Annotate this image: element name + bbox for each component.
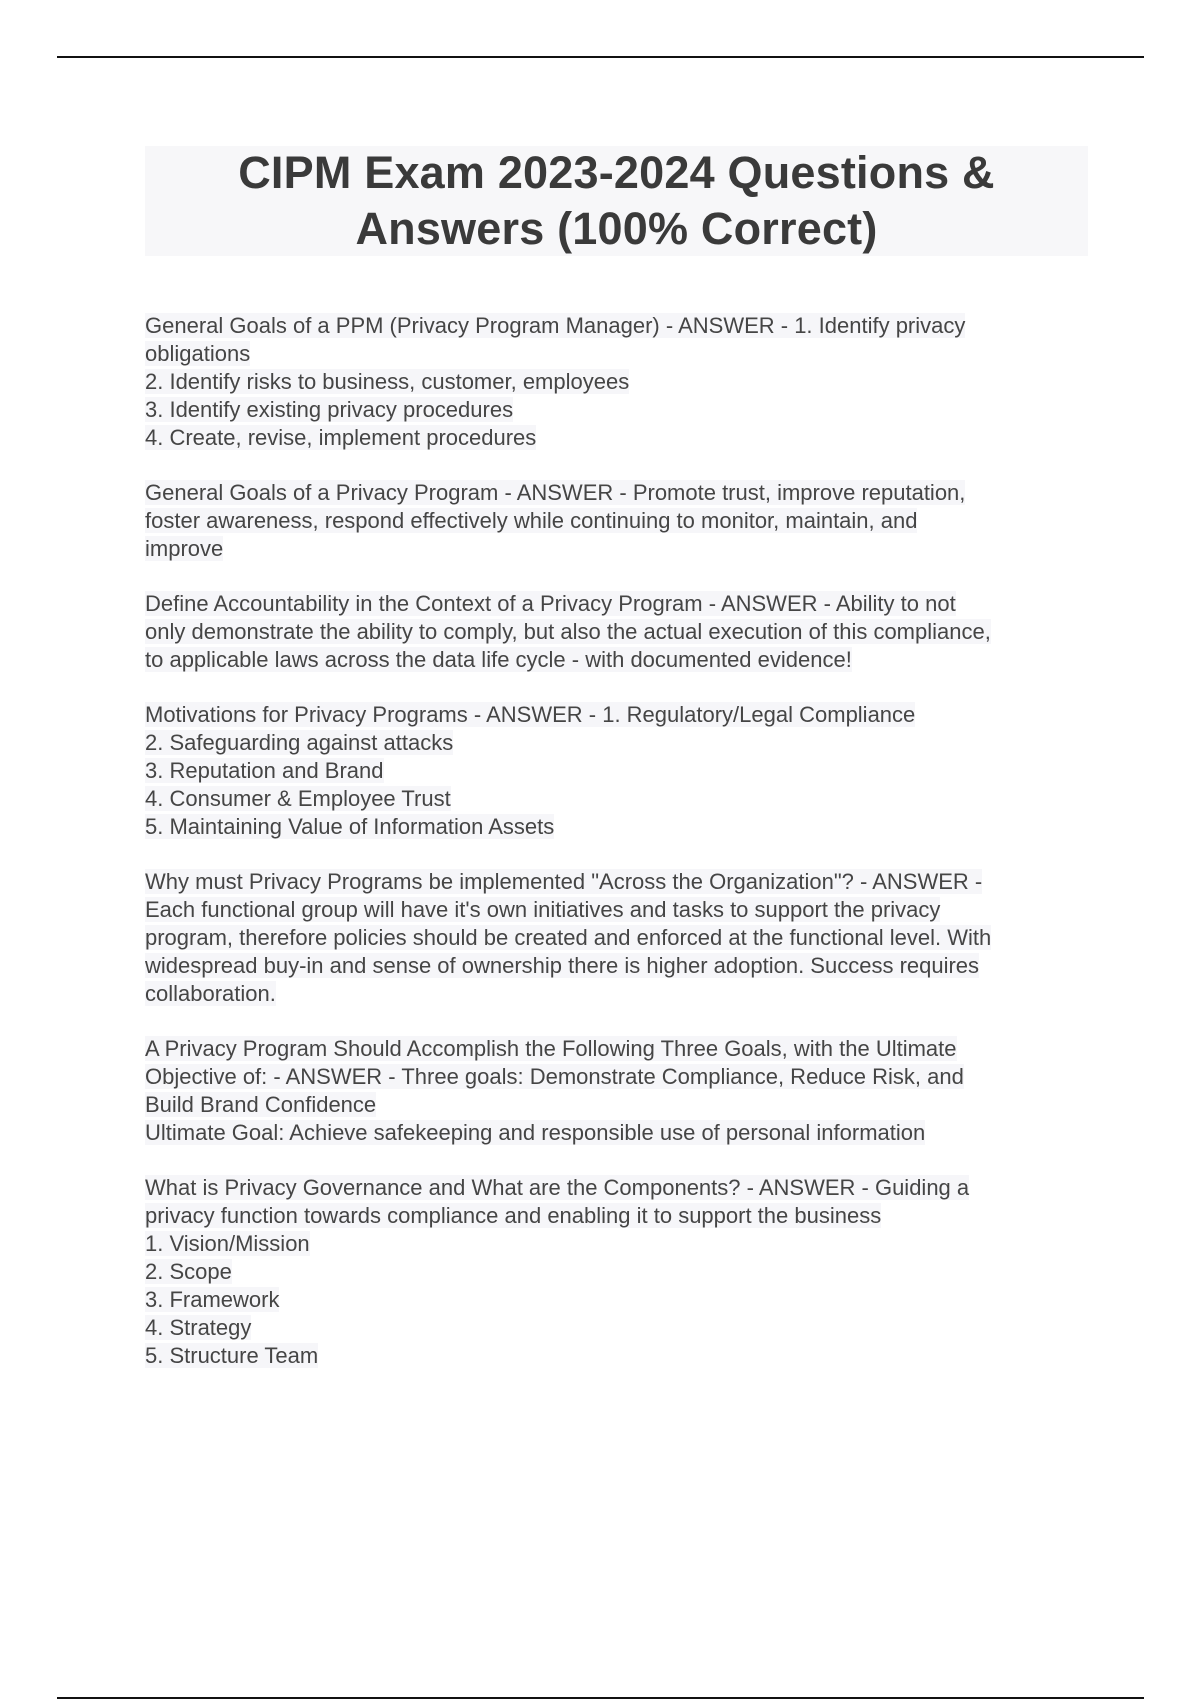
qa-line: 4. Strategy (145, 1315, 252, 1340)
qa-line: Each functional group will have it's own initiatives and tasks to support the privacy (145, 897, 941, 922)
qa-line: 5. Structure Team (145, 1343, 319, 1368)
qa-line: Build Brand Confidence (145, 1092, 377, 1117)
title-box (145, 146, 1088, 256)
top-rule (57, 56, 1144, 58)
qa-item (145, 1174, 1090, 1370)
qa-line: obligations (145, 341, 251, 366)
qa-line: General Goals of a PPM (Privacy Program Manager) - ANSWER - 1. Identify privacy (145, 313, 966, 338)
qa-line: 3. Identify existing privacy procedures (145, 397, 514, 422)
qa-item (145, 312, 1090, 452)
qa-list (145, 312, 1090, 1397)
qa-item (145, 1035, 1090, 1147)
qa-item (145, 868, 1090, 1008)
qa-item (145, 479, 1090, 563)
qa-line: to applicable laws across the data life cycle - with documented evidence! (145, 647, 852, 672)
qa-item (145, 701, 1090, 841)
qa-item (145, 590, 1090, 674)
qa-line: 4. Create, revise, implement procedures (145, 425, 537, 450)
qa-line: widespread buy-in and sense of ownership there is higher adoption. Success requires (145, 953, 980, 978)
qa-line: What is Privacy Governance and What are the Components? - ANSWER - Guiding a (145, 1175, 970, 1200)
qa-line: 3. Framework (145, 1287, 280, 1312)
qa-line: Motivations for Privacy Programs - ANSWER - 1. Regulatory/Legal Compliance (145, 702, 916, 727)
qa-line: privacy function towards compliance and enabling it to support the business (145, 1203, 882, 1228)
document-title (238, 145, 995, 257)
qa-line: A Privacy Program Should Accomplish the Following Three Goals, with the Ultimate (145, 1036, 957, 1061)
qa-line: 2. Identify risks to business, customer, employees (145, 369, 630, 394)
title-line-1: CIPM Exam 2023-2024 Questions & (238, 147, 995, 198)
qa-line: 2. Safeguarding against attacks (145, 730, 454, 755)
qa-line: Define Accountability in the Context of a Privacy Program - ANSWER - Ability to not (145, 591, 956, 616)
qa-line: Ultimate Goal: Achieve safekeeping and responsible use of personal information (145, 1120, 926, 1145)
qa-line: 5. Maintaining Value of Information Assets (145, 814, 555, 839)
qa-line: improve (145, 536, 224, 561)
qa-line: 4. Consumer & Employee Trust (145, 786, 451, 811)
title-line-2: Answers (100% Correct) (355, 203, 878, 254)
qa-line: only demonstrate the ability to comply, but also the actual execution of this compliance, (145, 619, 991, 644)
qa-line: foster awareness, respond effectively while continuing to monitor, maintain, and (145, 508, 918, 533)
bottom-rule (57, 1697, 1144, 1699)
qa-line: General Goals of a Privacy Program - ANSWER - Promote trust, improve reputation, (145, 480, 966, 505)
qa-line: 1. Vision/Mission (145, 1231, 310, 1256)
qa-line: Objective of: - ANSWER - Three goals: Demonstrate Compliance, Reduce Risk, and (145, 1064, 964, 1089)
qa-line: collaboration. (145, 981, 276, 1006)
qa-line: 2. Scope (145, 1259, 232, 1284)
qa-line: 3. Reputation and Brand (145, 758, 384, 783)
qa-line: program, therefore policies should be created and enforced at the functional level. With (145, 925, 992, 950)
qa-line: Why must Privacy Programs be implemented "Across the Organization"? - ANSWER - (145, 869, 983, 894)
